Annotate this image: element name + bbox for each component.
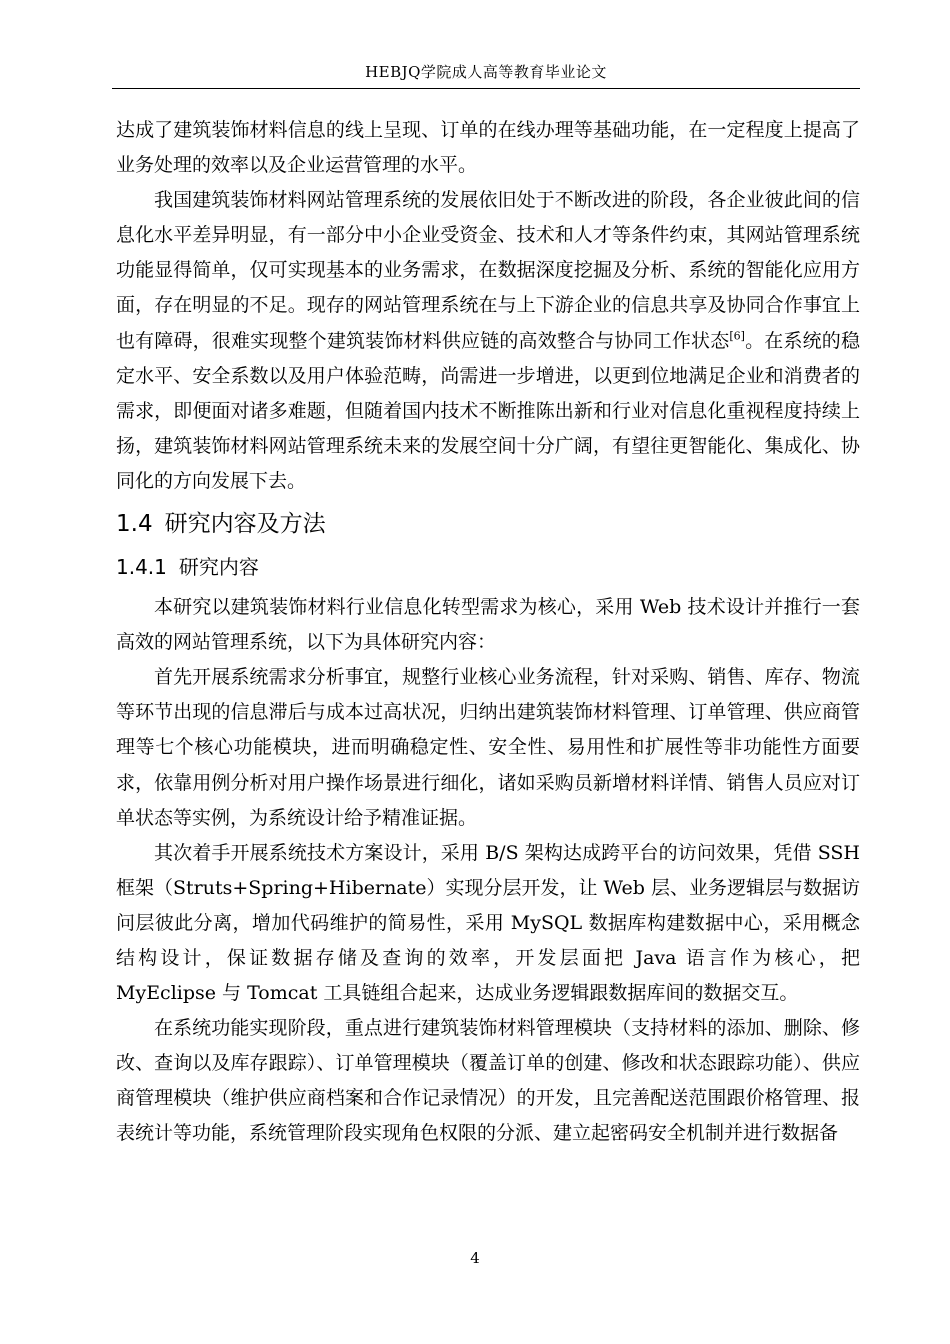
citation-ref: [6] bbox=[729, 329, 745, 343]
paragraph-implementation: 在系统功能实现阶段，重点进行建筑装饰材料管理模块（支持材料的添加、删除、修改、查询以及库存跟踪）、订单管理模块（覆盖订单的创建、修改和状态跟踪功能）、供应商管理模块（维护供应商档案和合作记录情况）的开发，且完善配送范围跟价格管理、报表统计等功能，系统管理阶段实现角色权限的分派、建立起密码安全机制并进行数据备 bbox=[116, 1017, 860, 1145]
section-number: 1.4 bbox=[116, 511, 153, 538]
paragraph-technical-design: 其次着手开展系统技术方案设计，采用 B/S 架构达成跨平台的访问效果，凭借 SSH 框架（Struts+Spring+Hibernate）实现分层开发，让 Web 层、业务逻辑层与数据访问层彼此分离，增加代码维护的简易性，采用 MySQL 数据库构建数据中心，采用概念结构设计，保证数据存储及查询的效率，开发层面把 Java 语言作为核心，把 MyEclipse 与 Tomcat 工具链组合起来，达成业务逻辑跟数据库间的数据交互。 bbox=[116, 841, 860, 1005]
body-content bbox=[116, 113, 860, 1152]
paragraph-text: 我国建筑装饰材料网站管理系统的发展依旧处于不断改进的阶段，各企业彼此间的信息化水平差异明显，有一部分中小企业受资金、技术和人才等条件约束，其网站管理系统功能显得简单，仅可实现基本的业务需求，在数据深度挖掘及分析、系统的智能化应用方面，存在明显的不足。现存的网站管理系统在与上下游企业的信息共享及协同合作事宜上也有障碍，很难实现整个建筑装饰材料供应链的高效整合与协同工作状态 bbox=[116, 189, 860, 352]
paragraph-research-intro: 本研究以建筑装饰材料行业信息化转型需求为核心，采用 Web 技术设计并推行一套高效的网站管理系统，以下为具体研究内容： bbox=[116, 596, 860, 654]
paragraph-development-status bbox=[116, 183, 860, 499]
paragraph-text-tail: 。在系统的稳定水平、安全系数以及用户体验范畴，尚需进一步增进，以更到位地满足企业和消费者的需求，即便面对诸多难题，但随着国内技术不断推陈出新和行业对信息化重视程度持续上扬，建筑装饰材料网站管理系统未来的发展空间十分广阔，有望往更智能化、集成化、协同化的方向发展下去。 bbox=[116, 329, 860, 492]
subsection-heading bbox=[116, 548, 860, 590]
page-number: 4 bbox=[470, 1249, 480, 1267]
subsection-title: 研究内容 bbox=[178, 555, 259, 580]
header-rule bbox=[112, 88, 860, 89]
page-header: HEBJQ学院成人高等教育毕业论文 bbox=[365, 63, 607, 81]
section-heading bbox=[116, 504, 860, 548]
paragraph-requirements: 首先开展系统需求分析事宜，规整行业核心业务流程，针对采购、销售、库存、物流等环节出现的信息滞后与成本过高状况，归纳出建筑装饰材料管理、订单管理、供应商管理等七个核心功能模块，进而明确稳定性、安全性、易用性和扩展性等非功能性方面要求，依靠用例分析对用户操作场景进行细化，诸如采购员新增材料详情、销售人员应对订单状态等实例，为系统设计给予精准证据。 bbox=[116, 666, 860, 829]
section-title: 研究内容及方法 bbox=[164, 511, 326, 538]
subsection-number: 1.4.1 bbox=[116, 555, 167, 580]
paragraph-continued: 达成了建筑装饰材料信息的线上呈现、订单的在线办理等基础功能，在一定程度上提高了业务处理的效率以及企业运营管理的水平。 bbox=[116, 119, 860, 177]
